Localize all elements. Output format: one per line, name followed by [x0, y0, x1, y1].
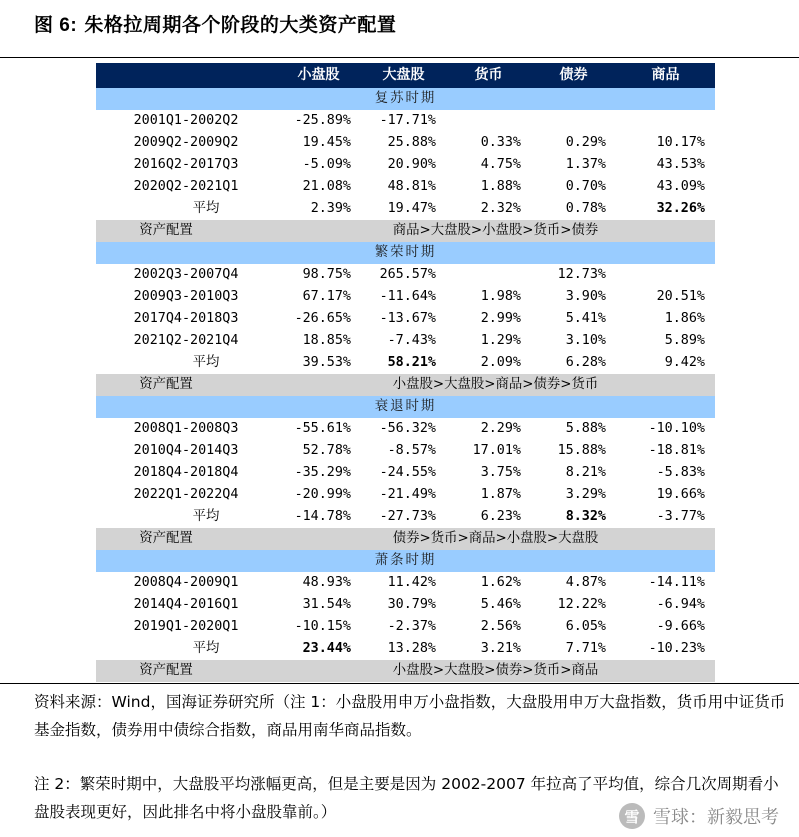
table-body	[96, 88, 715, 682]
value-cell: 2.29%	[480, 421, 521, 436]
table-header-row	[96, 63, 715, 88]
value-cell: -9.66%	[656, 619, 705, 634]
period-cell: 2010Q4-2014Q3	[133, 443, 239, 458]
value-cell: 25.88%	[387, 135, 436, 150]
table-row	[96, 308, 715, 330]
value-cell: 20.90%	[387, 157, 436, 172]
average-value-cell: 6.23%	[480, 509, 521, 524]
header-cell: 小盘股	[276, 63, 361, 88]
period-cell: 2002Q3-2007Q4	[133, 267, 239, 282]
value-cell: 67.17%	[302, 289, 351, 304]
average-value-cell: 39.53%	[302, 355, 351, 370]
value-cell: 0.70%	[565, 179, 606, 194]
value-cell: -6.94%	[656, 597, 705, 612]
value-cell: 17.01%	[472, 443, 521, 458]
average-value-cell: -27.73%	[379, 509, 436, 524]
value-cell: 12.73%	[557, 267, 606, 282]
header-cell: 债券	[531, 63, 616, 88]
source-note: 资料来源：Wind，国海证券研究所（注 1：小盘股用申万小盘指数，大盘股用申万大盘指数，货币用中证货币基金指数，债券用中债综合指数，商品用南华商品指数。	[34, 693, 786, 739]
value-cell	[616, 110, 715, 132]
average-row	[96, 638, 715, 660]
value-cell: -10.10%	[648, 421, 705, 436]
allocation-ranking: 债券>货币>商品>小盘股>大盘股	[276, 528, 715, 550]
average-label: 平均	[192, 355, 220, 370]
allocation-row	[96, 374, 715, 396]
average-row	[96, 352, 715, 374]
value-cell: 19.66%	[656, 487, 705, 502]
value-cell: 2.99%	[480, 311, 521, 326]
table-row	[96, 572, 715, 594]
period-cell: 2001Q1-2002Q2	[133, 113, 239, 128]
period-cell: 2016Q2-2017Q3	[133, 157, 239, 172]
value-cell: 4.87%	[565, 575, 606, 590]
value-cell: 10.17%	[656, 135, 705, 150]
value-cell: 3.29%	[565, 487, 606, 502]
title-bar	[0, 0, 799, 58]
average-value-cell: 7.71%	[565, 641, 606, 656]
value-cell: 20.51%	[656, 289, 705, 304]
value-cell: 52.78%	[302, 443, 351, 458]
period-cell: 2018Q4-2018Q4	[133, 465, 239, 480]
average-value-cell: 2.09%	[480, 355, 521, 370]
value-cell	[616, 264, 715, 286]
average-row	[96, 506, 715, 528]
average-value-cell: 58.21%	[387, 355, 436, 370]
figure-number: 图 6:	[34, 15, 78, 36]
value-cell: -18.81%	[648, 443, 705, 458]
table-row	[96, 176, 715, 198]
period-cell: 2019Q1-2020Q1	[133, 619, 239, 634]
period-cell: 2014Q4-2016Q1	[133, 597, 239, 612]
value-cell: 12.22%	[557, 597, 606, 612]
average-label: 平均	[192, 509, 220, 524]
value-cell: 1.98%	[480, 289, 521, 304]
value-cell: 0.29%	[565, 135, 606, 150]
average-value-cell: -10.23%	[648, 641, 705, 656]
average-value-cell: -14.78%	[294, 509, 351, 524]
section-title: 萧条时期	[96, 550, 715, 572]
value-cell: 48.81%	[387, 179, 436, 194]
value-cell: 1.88%	[480, 179, 521, 194]
value-cell	[446, 264, 531, 286]
value-cell: 8.21%	[565, 465, 606, 480]
period-cell: 2017Q4-2018Q3	[133, 311, 239, 326]
value-cell: -35.29%	[294, 465, 351, 480]
allocation-ranking: 小盘股>大盘股>债券>货币>商品	[276, 660, 715, 682]
period-cell: 2008Q1-2008Q3	[133, 421, 239, 436]
table-row	[96, 616, 715, 638]
period-cell: 2009Q3-2010Q3	[133, 289, 239, 304]
snowball-logo-icon: 雪	[619, 803, 645, 829]
allocation-label: 资产配置	[96, 220, 276, 242]
allocation-label: 资产配置	[96, 528, 276, 550]
average-row	[96, 198, 715, 220]
divider	[0, 683, 799, 684]
average-value-cell: 3.21%	[480, 641, 521, 656]
average-label: 平均	[192, 201, 220, 216]
figure-caption: 朱格拉周期各个阶段的大类资产配置	[84, 14, 397, 36]
table-row	[96, 462, 715, 484]
table-row	[96, 264, 715, 286]
value-cell: 3.10%	[565, 333, 606, 348]
period-cell: 2009Q2-2009Q2	[133, 135, 239, 150]
allocation-ranking: 商品>大盘股>小盘股>货币>债券	[276, 220, 715, 242]
value-cell: 1.87%	[480, 487, 521, 502]
value-cell: -10.15%	[294, 619, 351, 634]
value-cell: -56.32%	[379, 421, 436, 436]
value-cell: -5.83%	[656, 465, 705, 480]
average-value-cell: 6.28%	[565, 355, 606, 370]
period-cell: 2008Q4-2009Q1	[133, 575, 239, 590]
value-cell: 265.57%	[379, 267, 436, 282]
average-value-cell: 2.32%	[480, 201, 521, 216]
value-cell: 2.56%	[480, 619, 521, 634]
watermark	[619, 799, 779, 833]
value-cell: 15.88%	[557, 443, 606, 458]
table-row	[96, 418, 715, 440]
value-cell	[531, 110, 616, 132]
value-cell: 1.62%	[480, 575, 521, 590]
average-value-cell: 19.47%	[387, 201, 436, 216]
asset-allocation-table	[96, 63, 715, 682]
section-header-row	[96, 88, 715, 110]
section-header-row	[96, 396, 715, 418]
value-cell: -26.65%	[294, 311, 351, 326]
value-cell: 31.54%	[302, 597, 351, 612]
average-value-cell: 9.42%	[664, 355, 705, 370]
value-cell: -2.37%	[387, 619, 436, 634]
allocation-row	[96, 660, 715, 682]
average-value-cell: 2.39%	[310, 201, 351, 216]
value-cell: 21.08%	[302, 179, 351, 194]
value-cell: 11.42%	[387, 575, 436, 590]
allocation-row	[96, 220, 715, 242]
table-row	[96, 154, 715, 176]
table-row	[96, 132, 715, 154]
average-label: 平均	[192, 641, 220, 656]
value-cell: 18.85%	[302, 333, 351, 348]
value-cell: 6.05%	[565, 619, 606, 634]
value-cell: -25.89%	[294, 113, 351, 128]
value-cell: 0.33%	[480, 135, 521, 150]
value-cell: -17.71%	[379, 113, 436, 128]
average-value-cell: 23.44%	[302, 641, 351, 656]
section-title: 繁荣时期	[96, 242, 715, 264]
value-cell: -21.49%	[379, 487, 436, 502]
value-cell: -55.61%	[294, 421, 351, 436]
section-header-row	[96, 242, 715, 264]
period-cell: 2022Q1-2022Q4	[133, 487, 239, 502]
watermark-text: 雪球：新毅思考	[653, 807, 779, 828]
value-cell: 43.53%	[656, 157, 705, 172]
value-cell: -14.11%	[648, 575, 705, 590]
value-cell: 98.75%	[302, 267, 351, 282]
value-cell: 3.75%	[480, 465, 521, 480]
value-cell: 1.37%	[565, 157, 606, 172]
value-cell: -7.43%	[387, 333, 436, 348]
section-header-row	[96, 550, 715, 572]
value-cell: -8.57%	[387, 443, 436, 458]
value-cell: 4.75%	[480, 157, 521, 172]
table-row	[96, 330, 715, 352]
figure-title	[34, 10, 396, 37]
table-row	[96, 594, 715, 616]
allocation-label: 资产配置	[96, 374, 276, 396]
value-cell: 19.45%	[302, 135, 351, 150]
value-cell: -24.55%	[379, 465, 436, 480]
table-row	[96, 286, 715, 308]
value-cell: 43.09%	[656, 179, 705, 194]
value-cell	[446, 110, 531, 132]
header-cell	[96, 63, 276, 88]
period-cell: 2020Q2-2021Q1	[133, 179, 239, 194]
average-value-cell: 32.26%	[656, 201, 705, 216]
value-cell: 5.46%	[480, 597, 521, 612]
value-cell: 5.88%	[565, 421, 606, 436]
value-cell: -20.99%	[294, 487, 351, 502]
value-cell: -13.67%	[379, 311, 436, 326]
value-cell: 48.93%	[302, 575, 351, 590]
header-cell: 货币	[446, 63, 531, 88]
value-cell: 30.79%	[387, 597, 436, 612]
value-cell: 1.86%	[664, 311, 705, 326]
value-cell: 5.89%	[664, 333, 705, 348]
table-row	[96, 440, 715, 462]
table-row	[96, 484, 715, 506]
average-value-cell: -3.77%	[656, 509, 705, 524]
header-cell: 大盘股	[361, 63, 446, 88]
value-cell: 5.41%	[565, 311, 606, 326]
footnote-2: 注 2：繁荣时期中，大盘股平均涨幅更高，但是主要是因为 2002-2007 年拉高了平均值，综合几次周期看小盘股表现更好，因此排名中将小盘股靠前。）	[34, 775, 779, 821]
average-value-cell: 0.78%	[565, 201, 606, 216]
allocation-ranking: 小盘股>大盘股>商品>债券>货币	[276, 374, 715, 396]
allocation-label: 资产配置	[96, 660, 276, 682]
allocation-row	[96, 528, 715, 550]
value-cell: -11.64%	[379, 289, 436, 304]
average-value-cell: 8.32%	[565, 509, 606, 524]
value-cell: -5.09%	[302, 157, 351, 172]
header-cell: 商品	[616, 63, 715, 88]
section-title: 衰退时期	[96, 396, 715, 418]
table-row	[96, 110, 715, 132]
period-cell: 2021Q2-2021Q4	[133, 333, 239, 348]
average-value-cell: 13.28%	[387, 641, 436, 656]
value-cell: 1.29%	[480, 333, 521, 348]
value-cell: 3.90%	[565, 289, 606, 304]
section-title: 复苏时期	[96, 88, 715, 110]
